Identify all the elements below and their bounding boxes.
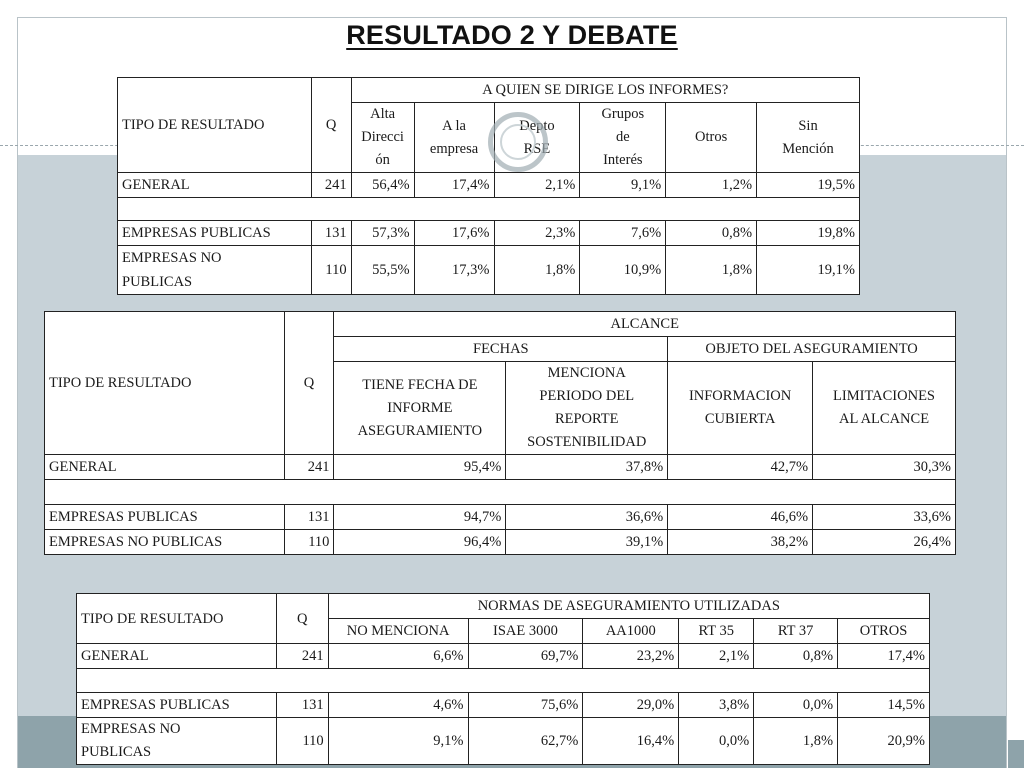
- corner-accent: [1008, 740, 1024, 768]
- table-row: [118, 246, 860, 295]
- sub-header-fechas: FECHAS: [334, 337, 668, 362]
- cell: 23,2%: [583, 644, 679, 669]
- cell: 38,2%: [668, 530, 813, 555]
- cell: 39,1%: [506, 530, 668, 555]
- cell: 30,3%: [813, 455, 956, 480]
- cell: 16,4%: [583, 718, 679, 765]
- row-label: EMPRESAS NO PUBLICAS: [77, 718, 277, 765]
- row-q: 131: [311, 221, 351, 246]
- cell: 10,9%: [580, 246, 666, 295]
- table-row: [45, 530, 956, 555]
- cell: 37,8%: [506, 455, 668, 480]
- cell: 17,6%: [414, 221, 494, 246]
- cell: 17,3%: [414, 246, 494, 295]
- cell: 6,6%: [328, 644, 468, 669]
- cell: 3,8%: [679, 693, 754, 718]
- spacer-row: [45, 480, 956, 505]
- cell: 26,4%: [813, 530, 956, 555]
- row-q: 131: [276, 693, 328, 718]
- cell: 19,8%: [757, 221, 860, 246]
- table-row: [45, 505, 956, 530]
- cell: 0,0%: [754, 693, 838, 718]
- row-label: EMPRESAS PUBLICAS: [77, 693, 277, 718]
- cell: 0,0%: [679, 718, 754, 765]
- cell: 75,6%: [468, 693, 583, 718]
- cell: 7,6%: [580, 221, 666, 246]
- row-q: 241: [284, 455, 334, 480]
- q-header: Q: [284, 312, 334, 455]
- column-header: Alta Direcci ón: [351, 103, 414, 173]
- column-header: ISAE 3000: [468, 619, 583, 644]
- column-header: LIMITACIONES AL ALCANCE: [813, 362, 956, 455]
- cell: 62,7%: [468, 718, 583, 765]
- table-row: [118, 173, 860, 198]
- column-header: Sin Mención: [757, 103, 860, 173]
- cell: 17,4%: [414, 173, 494, 198]
- row-label: GENERAL: [118, 173, 312, 198]
- cell: 1,8%: [754, 718, 838, 765]
- tipo-header: TIPO DE RESULTADO: [77, 594, 277, 644]
- group-header: NORMAS DE ASEGURAMIENTO UTILIZADAS: [328, 594, 929, 619]
- row-q: 241: [311, 173, 351, 198]
- column-header: TIENE FECHA DE INFORME ASEGURAMIENTO: [334, 362, 506, 455]
- cell: 95,4%: [334, 455, 506, 480]
- cell: 46,6%: [668, 505, 813, 530]
- decorative-circle-icon: [488, 112, 548, 172]
- cell: 57,3%: [351, 221, 414, 246]
- cell: 69,7%: [468, 644, 583, 669]
- cell: 2,3%: [494, 221, 580, 246]
- cell: 19,1%: [757, 246, 860, 295]
- table-alcance: [44, 311, 956, 555]
- column-header: AA1000: [583, 619, 679, 644]
- row-q: 110: [284, 530, 334, 555]
- cell: 42,7%: [668, 455, 813, 480]
- row-label: GENERAL: [45, 455, 285, 480]
- cell: 9,1%: [580, 173, 666, 198]
- column-header: Depto RSE: [494, 103, 580, 173]
- column-header: RT 37: [754, 619, 838, 644]
- cell: 1,8%: [666, 246, 757, 295]
- group-header: ALCANCE: [334, 312, 956, 337]
- table-row: [77, 693, 930, 718]
- table-row: [77, 644, 930, 669]
- cell: 20,9%: [838, 718, 930, 765]
- tipo-header: TIPO DE RESULTADO: [118, 78, 312, 173]
- cell: 14,5%: [838, 693, 930, 718]
- table-dirige-informes: [117, 77, 860, 295]
- cell: 9,1%: [328, 718, 468, 765]
- cell: 1,8%: [494, 246, 580, 295]
- cell: 0,8%: [666, 221, 757, 246]
- cell: 19,5%: [757, 173, 860, 198]
- column-header: INFORMACION CUBIERTA: [668, 362, 813, 455]
- cell: 0,8%: [754, 644, 838, 669]
- column-header: A la empresa: [414, 103, 494, 173]
- cell: 4,6%: [328, 693, 468, 718]
- table-normas: [76, 593, 930, 765]
- tipo-header: TIPO DE RESULTADO: [45, 312, 285, 455]
- row-q: 110: [311, 246, 351, 295]
- cell: 56,4%: [351, 173, 414, 198]
- row-q: 131: [284, 505, 334, 530]
- cell: 17,4%: [838, 644, 930, 669]
- q-header: Q: [276, 594, 328, 644]
- cell: 96,4%: [334, 530, 506, 555]
- column-header: OTROS: [838, 619, 930, 644]
- table-row: [77, 718, 930, 765]
- column-header: NO MENCIONA: [328, 619, 468, 644]
- row-label: EMPRESAS NO PUBLICAS: [45, 530, 285, 555]
- row-label: EMPRESAS PUBLICAS: [118, 221, 312, 246]
- row-label: GENERAL: [77, 644, 277, 669]
- table-row: [45, 455, 956, 480]
- spacer-row: [77, 669, 930, 693]
- cell: 94,7%: [334, 505, 506, 530]
- spacer-row: [118, 198, 860, 221]
- group-header: A QUIEN SE DIRIGE LOS INFORMES?: [351, 78, 859, 103]
- cell: 2,1%: [494, 173, 580, 198]
- q-header: Q: [311, 78, 351, 173]
- table-row: [118, 221, 860, 246]
- cell: 1,2%: [666, 173, 757, 198]
- cell: 2,1%: [679, 644, 754, 669]
- cell: 36,6%: [506, 505, 668, 530]
- column-header: Otros: [666, 103, 757, 173]
- cell: 33,6%: [813, 505, 956, 530]
- row-q: 110: [276, 718, 328, 765]
- row-q: 241: [276, 644, 328, 669]
- cell: 29,0%: [583, 693, 679, 718]
- column-header: RT 35: [679, 619, 754, 644]
- column-header: MENCIONA PERIODO DEL REPORTE SOSTENIBILIDAD: [506, 362, 668, 455]
- cell: 55,5%: [351, 246, 414, 295]
- sub-header-objeto: OBJETO DEL ASEGURAMIENTO: [668, 337, 956, 362]
- row-label: EMPRESAS NO PUBLICAS: [118, 246, 312, 295]
- slide-title: RESULTADO 2 Y DEBATE: [346, 20, 678, 50]
- column-header: Grupos de Interés: [580, 103, 666, 173]
- row-label: EMPRESAS PUBLICAS: [45, 505, 285, 530]
